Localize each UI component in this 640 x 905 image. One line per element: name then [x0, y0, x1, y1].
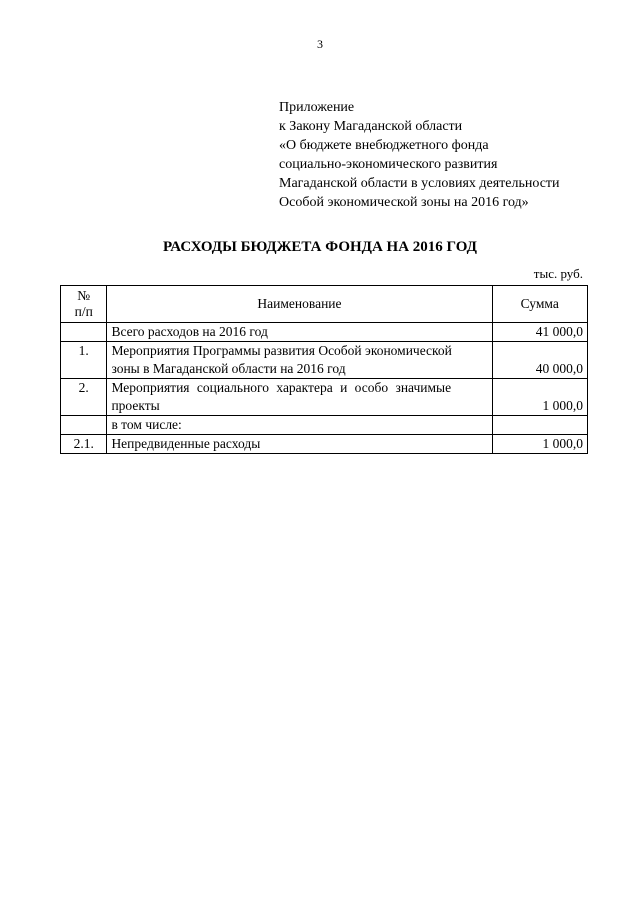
- row-name: Всего расходов на 2016 год: [107, 323, 492, 342]
- budget-table: [60, 285, 588, 454]
- row-name: Непредвиденные расходы: [107, 435, 492, 454]
- header-number: [61, 286, 107, 323]
- appendix-line: социально-экономического развития: [279, 157, 498, 172]
- page-number: 3: [317, 37, 323, 51]
- row-name-line: Мероприятия Программы развития Особой экономической: [111, 343, 452, 358]
- row-sum: 40 000,0: [492, 342, 587, 379]
- table-row: [61, 416, 588, 435]
- appendix-line: «О бюджете внебюджетного фонда: [279, 138, 489, 153]
- appendix-heading: [279, 98, 609, 212]
- row-sum: 1 000,0: [492, 379, 587, 416]
- appendix-line: Магаданской области в условиях деятельности: [279, 176, 560, 191]
- row-number: [61, 416, 107, 435]
- appendix-line: к Закону Магаданской области: [279, 119, 463, 134]
- header-number-abbr: п/п: [74, 304, 93, 319]
- row-name-line: проекты: [111, 398, 160, 413]
- header-number-symbol: №: [77, 288, 91, 303]
- appendix-line: Приложение: [279, 100, 355, 115]
- row-number: 2.: [61, 379, 107, 416]
- row-name: [107, 342, 492, 379]
- row-number: 2.1.: [61, 435, 107, 454]
- row-number: [61, 323, 107, 342]
- appendix-line: Особой экономической зоны на 2016 год»: [279, 195, 529, 210]
- header-sum: Сумма: [492, 286, 587, 323]
- table-header-row: [61, 286, 588, 323]
- table-row: [61, 342, 588, 379]
- row-sum: 41 000,0: [492, 323, 587, 342]
- row-sum: [492, 416, 587, 435]
- row-name-line: зоны в Магаданской области на 2016 год: [111, 361, 346, 376]
- units-label: тыс. руб.: [533, 266, 583, 281]
- table-row: [61, 435, 588, 454]
- row-number: 1.: [61, 342, 107, 379]
- header-name: Наименование: [107, 286, 492, 323]
- row-name-line: Мероприятия социального характера и особо значимые: [111, 380, 452, 395]
- table-row: [61, 323, 588, 342]
- document-title: РАСХОДЫ БЮДЖЕТА ФОНДА НА 2016 ГОД: [163, 239, 477, 255]
- row-name: в том числе:: [107, 416, 492, 435]
- table-row: [61, 379, 588, 416]
- row-sum: 1 000,0: [492, 435, 587, 454]
- row-name: [107, 379, 492, 416]
